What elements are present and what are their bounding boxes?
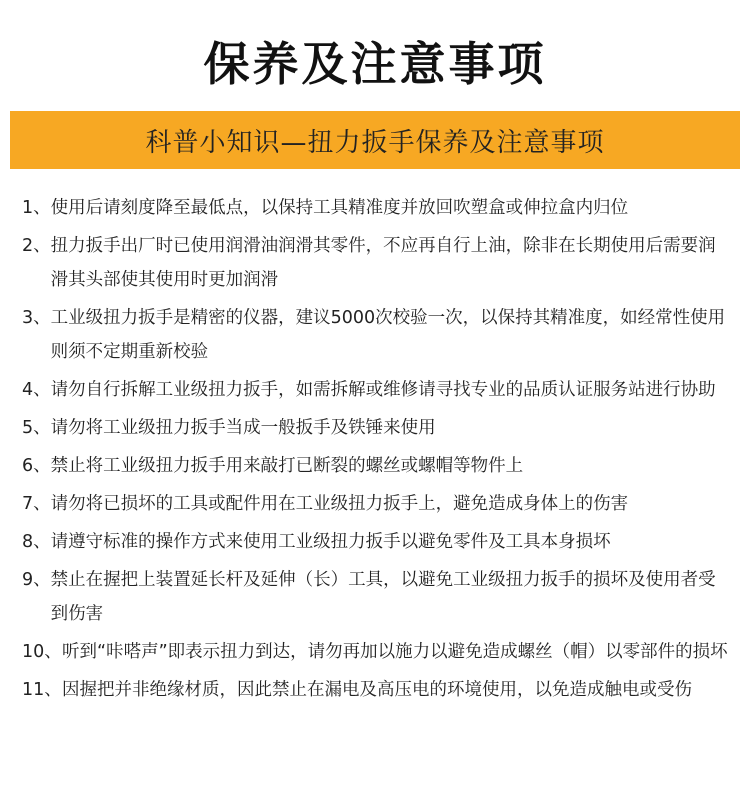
item-text: 禁止在握把上装置延长杆及延伸（长）工具，以避免工业级扭力扳手的损坏及使用者受到伤害	[50, 570, 716, 624]
list-item	[22, 487, 730, 521]
list-item	[22, 191, 730, 225]
list-item	[22, 673, 730, 707]
item-number: 11、	[22, 680, 62, 700]
banner-text: 科普小知识—扭力扳手保养及注意事项	[145, 127, 605, 158]
list-item	[22, 563, 730, 631]
list-item	[22, 525, 730, 559]
item-text: 工业级扭力扳手是精密的仪器，建议5000次校验一次，以保持其精准度，如经常性使用则须不定期重新校验	[50, 308, 726, 362]
item-number: 4、	[22, 380, 51, 400]
subtitle-banner	[10, 111, 740, 169]
item-number: 3、	[22, 308, 51, 328]
item-text: 扭力扳手出厂时已使用润滑油润滑其零件，不应再自行上油，除非在长期使用后需要润滑其头部使其使用时更加润滑	[50, 236, 716, 290]
item-text: 使用后请刻度降至最低点，以保持工具精准度并放回吹塑盒或伸拉盒内归位	[50, 198, 629, 218]
item-number: 7、	[22, 494, 51, 514]
list-item	[22, 635, 730, 669]
list-item	[22, 411, 730, 445]
list-item	[22, 229, 730, 297]
item-text: 禁止将工业级扭力扳手用来敲打已断裂的螺丝或螺帽等物件上	[50, 456, 524, 476]
item-text: 请勿自行拆解工业级扭力扳手，如需拆解或维修请寻找专业的品质认证服务站进行协助	[50, 380, 716, 400]
item-number: 9、	[22, 570, 51, 590]
list-item	[22, 449, 730, 483]
notice-list	[22, 191, 730, 711]
item-text: 请勿将已损坏的工具或配件用在工业级扭力扳手上，避免造成身体上的伤害	[50, 494, 629, 514]
item-number: 10、	[22, 642, 62, 662]
item-number: 1、	[22, 198, 51, 218]
item-text: 听到“咔嗒声”即表示扭力到达，请勿再加以施力以避免造成螺丝（帽）以零部件的损坏	[62, 642, 728, 662]
item-text: 请勿将工业级扭力扳手当成一般扳手及铁锤来使用	[50, 418, 436, 438]
item-number: 2、	[22, 236, 51, 256]
item-number: 8、	[22, 532, 51, 552]
page-title: 保养及注意事项	[203, 37, 547, 91]
list-item	[22, 301, 730, 369]
item-text: 因握把并非绝缘材质，因此禁止在漏电及高压电的环境使用，以免造成触电或受伤	[62, 680, 692, 700]
item-text: 请遵守标准的操作方式来使用工业级扭力扳手以避免零件及工具本身损坏	[50, 532, 611, 552]
item-number: 5、	[22, 418, 51, 438]
item-number: 6、	[22, 456, 51, 476]
list-item	[22, 373, 730, 407]
